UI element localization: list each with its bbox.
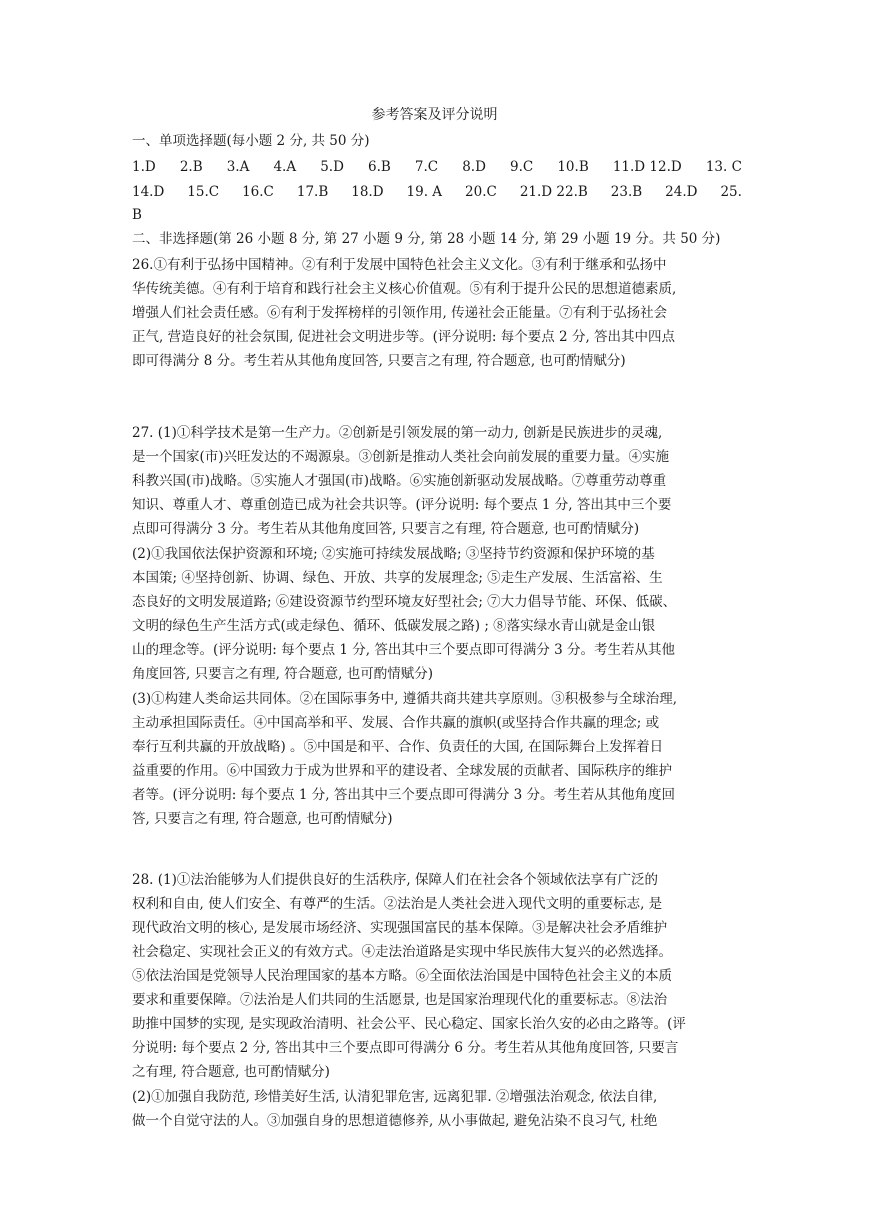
answer-item: 13. C <box>705 159 742 175</box>
answer-item: 14.D <box>132 184 165 200</box>
q27-part2-line: 本国策; ④坚持创新、协调、绿色、开放、共享的发展理念; ⑤走生产发展、生活富裕、生 <box>132 570 663 586</box>
q27-part3-line: (3)①构建人类命运共同体。②在国际事务中, 遵循共商共建共享原则。③积极参与全球治理, <box>132 691 677 707</box>
q28-part1-line: 助推中国梦的实现, 是实现政治清明、社会公平、民心稳定、国家长治久安的必由之路等。(评 <box>132 1016 686 1032</box>
answer-item: 5.D <box>320 159 344 175</box>
answer-item: 10.B <box>557 159 589 175</box>
q28-part1-line: 之有理, 符合题意, 也可酌情赋分) <box>132 1064 330 1080</box>
answer-item: 6.B <box>368 159 391 175</box>
answer-item: 4.A <box>273 159 297 175</box>
q27-part2-line: 态良好的文明发展道路; ⑥建设资源节约型环境友好型社会; ⑦大力倡导节能、环保、低碳、 <box>132 594 677 610</box>
page-title: 参考答案及评分说明 <box>371 107 498 123</box>
q27-part1-line: 科教兴国(市)战略。⑤实施人才强国(市)战略。⑥实施创新驱动发展战略。⑦尊重劳动尊重 <box>132 473 667 489</box>
answer-item: 7.C <box>414 159 439 175</box>
q26-line: 华传统美德。④有利于培育和践行社会主义核心价值观。⑤有利于提升公民的思想道德素质, <box>132 281 677 297</box>
q28-part2-line: (2)①加强自我防范, 珍惜美好生活, 认清犯罪危害, 远离犯罪. ②增强法治观念, 依法自律, <box>132 1089 658 1105</box>
q27-part2-line: 角度回答, 只要言之有理, 符合题意, 也可酌情赋分) <box>132 666 434 682</box>
q28-part1-line: 要求和重要保障。⑦法治是人们共同的生活愿景, 也是国家治理现代化的重要标志。⑧法治 <box>132 992 668 1008</box>
q28-part1-line: ⑤依法治国是党领导人民治理国家的基本方略。⑥全面依法治国是中国特色社会主义的本质 <box>132 968 672 984</box>
q27-part2-line: 文明的绿色生产生活方式(或走绿色、循环、低碳发展之路) ; ⑧落实绿水青山就是金山银 <box>132 618 656 634</box>
q26-line: 正气, 营造良好的社会氛围, 促进社会文明进步等。(评分说明: 每个要点 2 分, 答出其中四点 <box>132 329 676 345</box>
q26-line: 增强人们社会责任感。⑥有利于发挥榜样的引领作用, 传递社会正能量。⑦有利于弘扬社会 <box>132 305 668 321</box>
answer-item: 9.C <box>510 159 534 175</box>
q27-part3-line: 答, 只要言之有理, 符合题意, 也可酌情赋分) <box>132 811 393 827</box>
q27-part3-line: 益重要的作用。⑥中国致力于成为世界和平的建设者、全球发展的贡献者、国际秩序的维护 <box>132 763 672 779</box>
q27-part1-line: 知识、尊重人才、尊重创造已成为社会共识等。(评分说明: 每个要点 1 分, 答出其中三个要 <box>132 497 672 513</box>
answer-row-1 <box>132 156 742 178</box>
answer-item: 1.D <box>132 159 156 175</box>
q27-part3-line: 奉行互利共赢的开放战略) 。⑤中国是和平、合作、负责任的大国, 在国际舞台上发挥着日 <box>132 739 664 755</box>
answer-item: 11.D 12.D <box>612 159 682 175</box>
answer-item: 3.A <box>226 159 250 175</box>
answer-item: 25. <box>720 184 742 200</box>
q28-part1-line: 现代政治文明的核心, 是发展市场经济、实现强国富民的基本保障。③是解决社会矛盾维护 <box>132 920 668 936</box>
section1-heading: 一、单项选择题(每小题 2 分, 共 50 分) <box>132 133 370 149</box>
q28-part1-line: 分说明: 每个要点 2 分, 答出其中三个要点即可得满分 6 分。考生若从其他角度回答, 只要言 <box>132 1040 679 1056</box>
q27-part3-line: 者等。(评分说明: 每个要点 1 分, 答出其中三个要点即可得满分 3 分。考生若从其他角度回 <box>132 787 676 803</box>
answer-item: 21.D 22.B <box>519 184 588 200</box>
q28-part1-line: 28. (1)①法治能够为人们提供良好的生活秩序, 保障人们在社会各个领域依法享有广泛的 <box>132 872 658 888</box>
answer-item: 8.D <box>462 159 486 175</box>
answer-row-2 <box>132 181 742 203</box>
answer-item: 2.B <box>179 159 203 175</box>
answer-item: 19. A <box>406 184 443 200</box>
q26-line: 即可得满分 8 分。考生若从其他角度回答, 只要言之有理, 符合题意, 也可酌情赋分) <box>132 353 626 369</box>
answer-item: 15.C <box>187 184 220 200</box>
q28-part1-line: 权利和自由, 使人们安全、有尊严的生活。②法治是人类社会进入现代文明的重要标志, 是 <box>132 896 663 912</box>
q27-part2-line: (2)①我国依法保护资源和环境; ②实施可持续发展战略; ③坚持节约资源和保护环境的基 <box>132 546 655 562</box>
answer-item: 16.C <box>242 184 274 200</box>
answer-item: 24.D <box>665 184 698 200</box>
answer-item: 18.D <box>351 184 384 200</box>
answer-item: 20.C <box>465 184 497 200</box>
q27-part1-line: 27. (1)①科学技术是第一生产力。②创新是引领发展的第一动力, 创新是民族进步的灵魂, <box>132 425 663 441</box>
q27-part1-line: 是一个国家(市)兴旺发达的不竭源泉。③创新是推动人类社会向前发展的重要力量。④实施 <box>132 449 670 465</box>
q28-part2-line: 做一个自觉守法的人。③加强自身的思想道德修养, 从小事做起, 避免沾染不良习气, 杜绝 <box>132 1113 658 1129</box>
q27-part3-line: 主动承担国际责任。④中国高举和平、发展、合作共赢的旗帜(或坚持合作共赢的理念; 或 <box>132 715 660 731</box>
answer-row-3: B <box>132 207 142 223</box>
q26-line: 26.①有利于弘扬中国精神。②有利于发展中国特色社会主义文化。③有利于继承和弘扬中 <box>132 257 667 273</box>
answer-item: 17.B <box>296 184 329 200</box>
q27-part1-line: 点即可得满分 3 分。考生若从其他角度回答, 只要言之有理, 符合题意, 也可酌情赋分) <box>132 521 640 537</box>
section2-heading: 二、非选择题(第 26 小题 8 分, 第 27 小题 9 分, 第 28 小题 14 分, 第 29 小题 19 分。共 50 分) <box>132 231 721 247</box>
answer-item: 23.B <box>610 184 643 200</box>
q28-part1-line: 社会稳定、实现社会正义的有效方式。④走法治道路是实现中华民族伟大复兴的必然选择。 <box>132 944 672 960</box>
q27-part2-line: 山的理念等。(评分说明: 每个要点 1 分, 答出其中三个要点即可得满分 3 分。考生若从其他 <box>132 642 676 658</box>
